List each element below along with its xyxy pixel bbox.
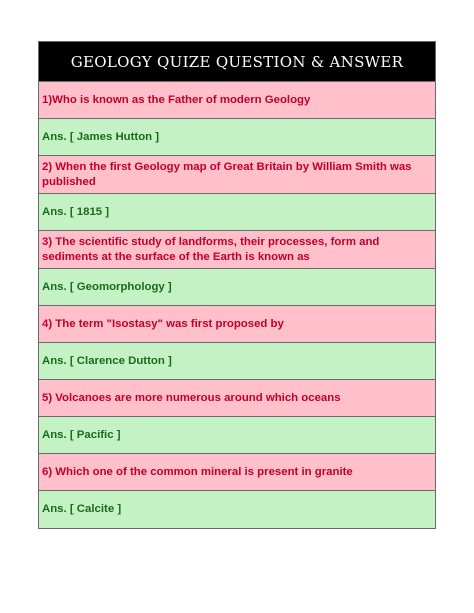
question-text: 1)Who is known as the Father of modern Geology — [42, 93, 311, 106]
quiz-title: GEOLOGY QUIZE QUESTION & ANSWER — [39, 42, 435, 82]
question-row-1 — [39, 82, 435, 119]
question-text: 4) The term "Isostasy" was first proposed by — [42, 317, 284, 330]
answer-text: Ans. [ Clarence Dutton ] — [42, 354, 172, 367]
answer-text: Ans. [ Calcite ] — [42, 503, 122, 515]
question-text: 2) When the first Geology map of Great Britain by William Smith was published — [42, 161, 412, 188]
quiz-table — [38, 41, 436, 529]
question-text: 6) Which one of the common mineral is present in granite — [42, 465, 353, 478]
question-row-3 — [39, 231, 435, 269]
question-row-6 — [39, 454, 435, 491]
answer-row-6 — [39, 491, 435, 528]
answer-text: Ans. [ Geomorphology ] — [42, 280, 172, 293]
answer-row-2 — [39, 194, 435, 231]
question-text: 3) The scientific study of landforms, their processes, form and sediments at the surface of the Earth is known as — [42, 236, 380, 263]
answer-text: Ans. [ Pacific ] — [42, 428, 121, 441]
answer-row-4 — [39, 343, 435, 380]
answer-row-1 — [39, 119, 435, 156]
question-text: 5) Volcanoes are more numerous around which oceans — [42, 391, 341, 404]
question-row-5 — [39, 380, 435, 417]
answer-row-3 — [39, 269, 435, 306]
question-row-2 — [39, 156, 435, 194]
question-row-4 — [39, 306, 435, 343]
answer-text: Ans. [ 1815 ] — [42, 205, 110, 218]
answer-text: Ans. [ James Hutton ] — [42, 130, 160, 143]
answer-row-5 — [39, 417, 435, 454]
